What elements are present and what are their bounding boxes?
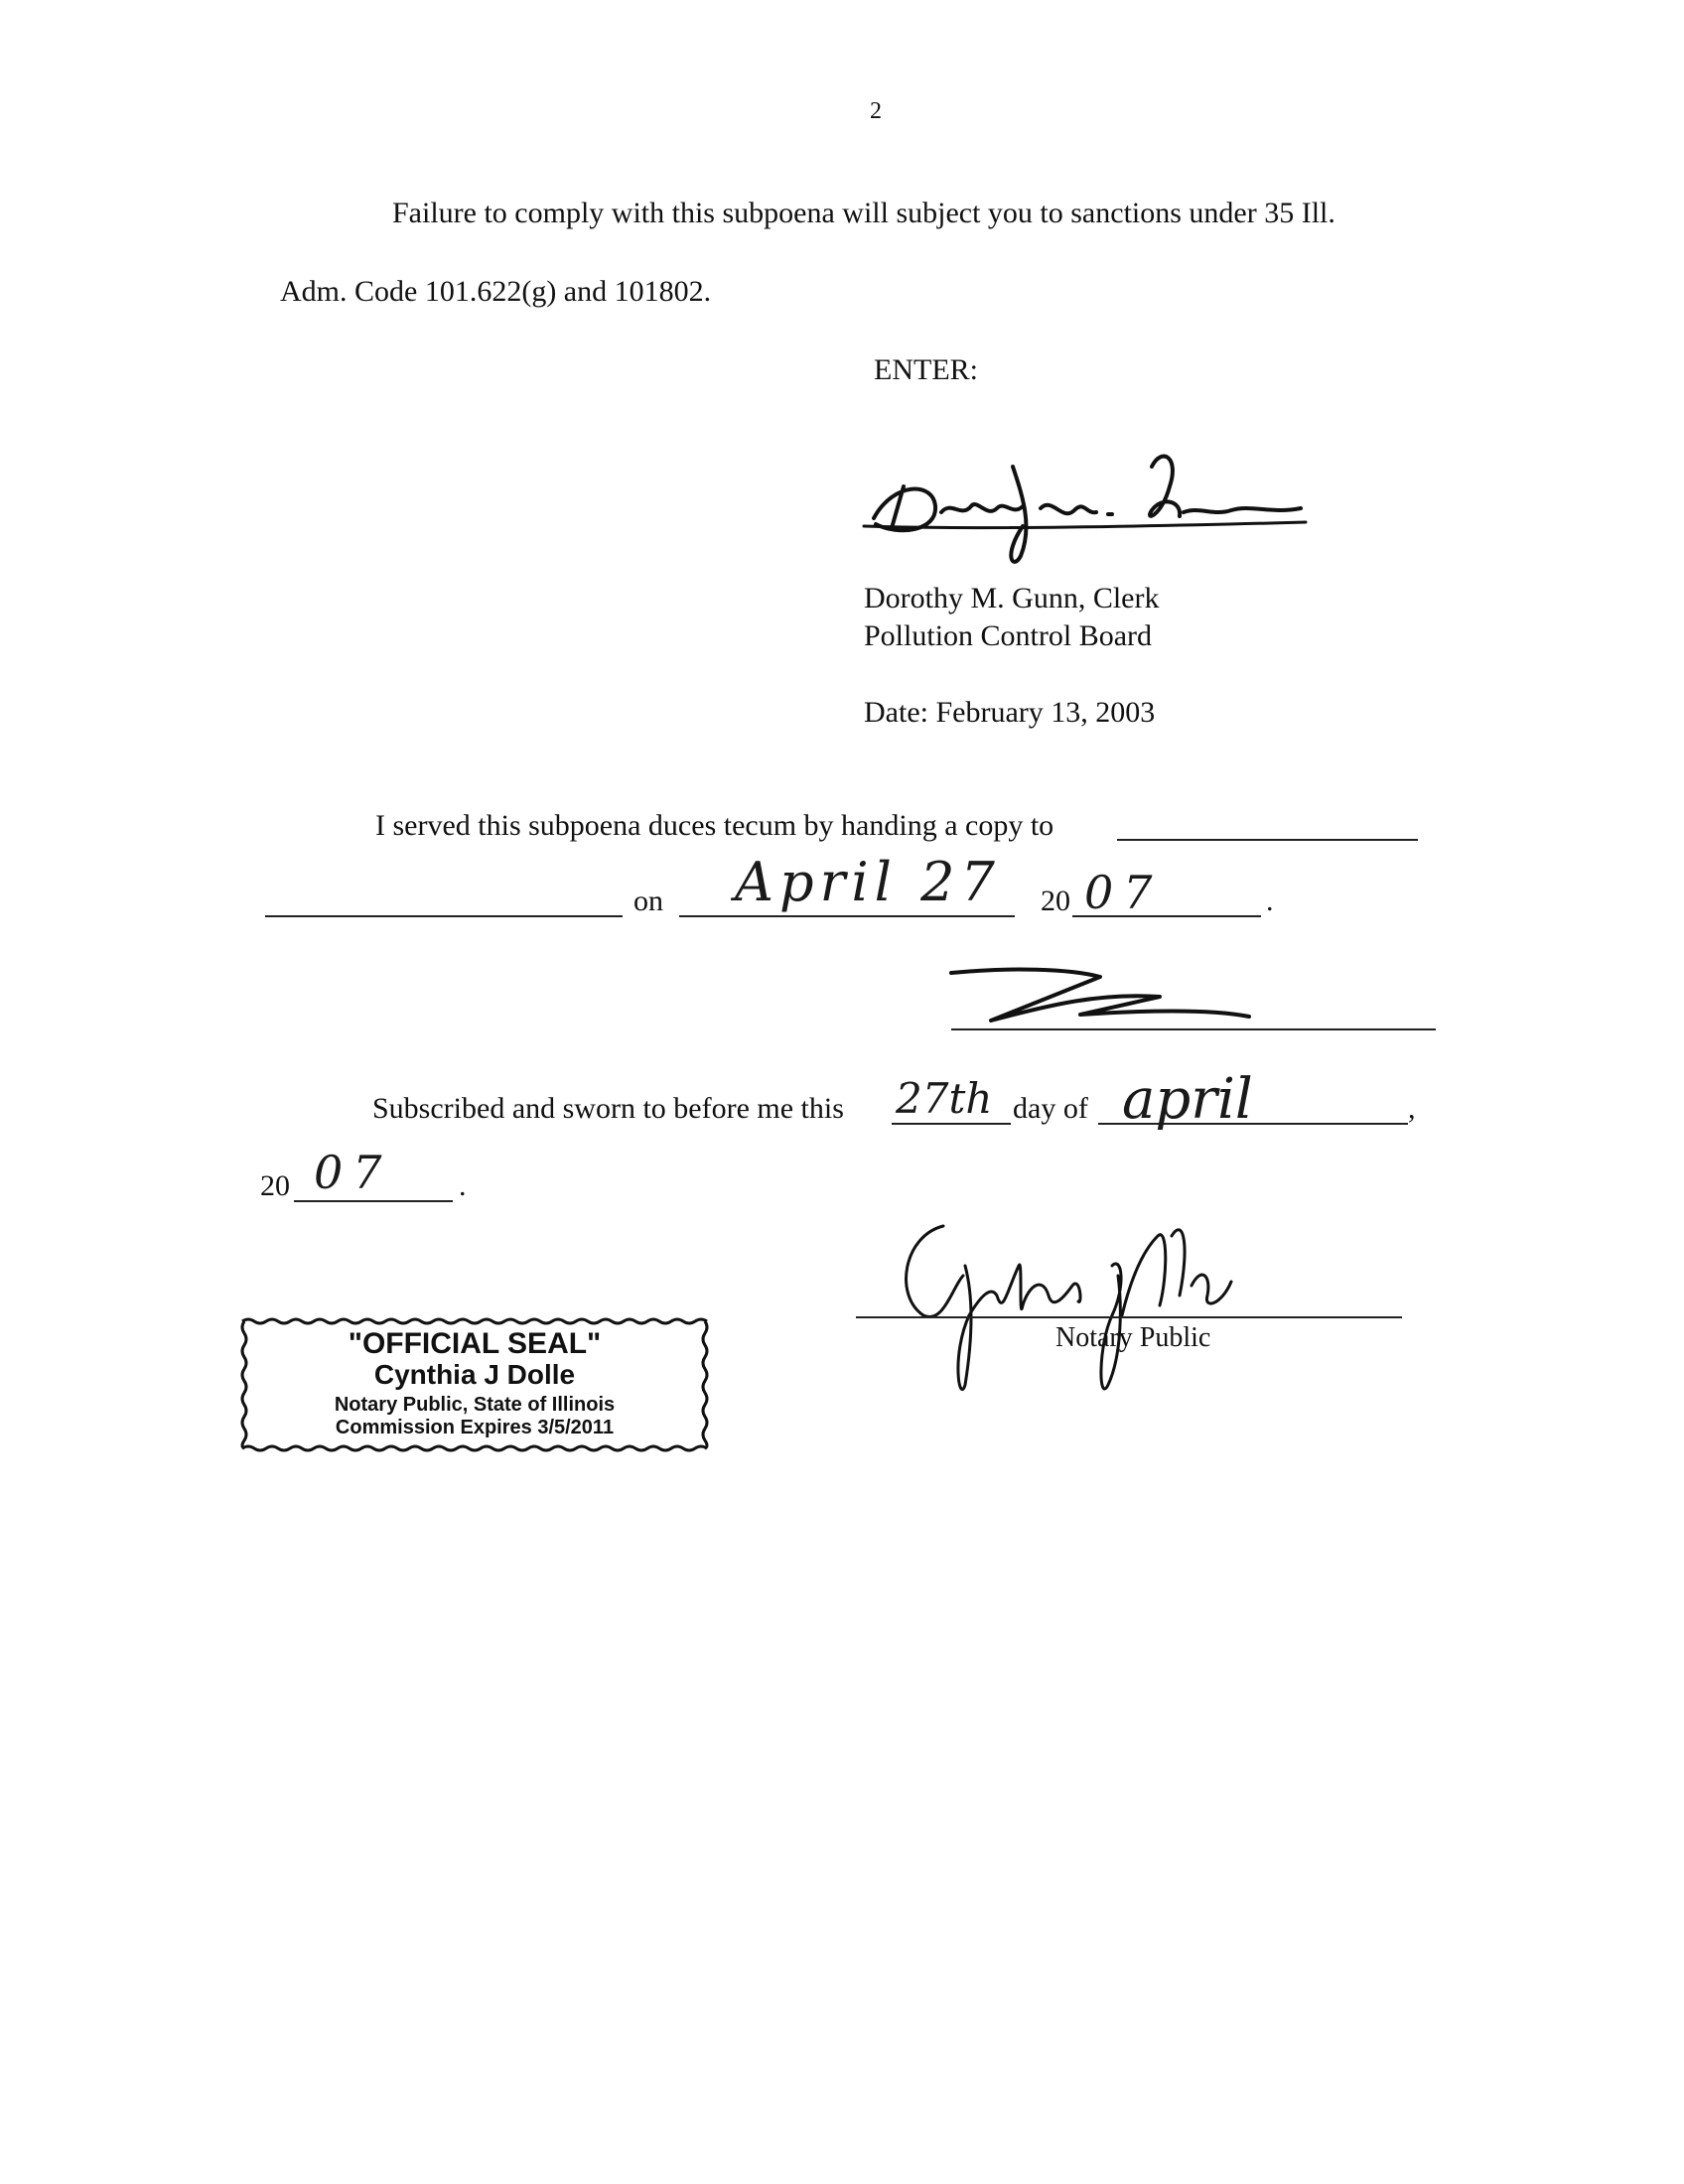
served-recipient-line [1117, 839, 1418, 841]
service-date-handwritten: April 27 [735, 851, 1001, 913]
signature-date: Date: February 13, 2003 [864, 696, 1156, 729]
service-year-prefix: 20 [1041, 885, 1070, 917]
sworn-year-prefix: 20 [260, 1169, 290, 1202]
sworn-day-handwritten: 27th [896, 1074, 993, 1123]
sworn-year-line [294, 1200, 453, 1202]
seal-commission-expiry: Commission Expires 3/5/2011 [335, 1417, 615, 1438]
clerk-signature [864, 427, 1311, 576]
sworn-text: Subscribed and sworn to before me this [372, 1092, 844, 1125]
enter-label: ENTER: [874, 353, 978, 386]
body-paragraph-line-2: Adm. Code 101.622(g) and 101802. [280, 275, 712, 308]
server-signature-line [951, 1028, 1436, 1030]
seal-notary-state: Notary Public, State of Illinois [334, 1394, 616, 1416]
seal-notary-name: Cynthia J Dolle [373, 1359, 576, 1390]
notary-signature [874, 1206, 1291, 1415]
service-year-handwritten: 07 [1084, 866, 1163, 919]
day-of-label: day of [1013, 1092, 1088, 1125]
notary-signature-line [856, 1316, 1402, 1318]
server-signature [951, 963, 1309, 1032]
sworn-period: . [459, 1169, 467, 1202]
signer-name: Dorothy M. Gunn, Clerk [864, 582, 1160, 614]
official-seal-stamp [238, 1315, 711, 1454]
body-paragraph-line-1: Failure to comply with this subpoena will subject you to sanctions under 35 Ill. [392, 197, 1335, 229]
sworn-year-handwritten: 07 [314, 1146, 392, 1199]
sworn-month-handwritten: april [1122, 1067, 1253, 1132]
notary-public-label: Notary Public [1055, 1322, 1211, 1353]
sworn-day-line [892, 1123, 1011, 1125]
seal-title: "OFFICIAL SEAL" [348, 1327, 602, 1360]
service-period: . [1266, 885, 1274, 917]
served-text: I served this subpoena duces tecum by handing a copy to [375, 809, 1054, 842]
on-label: on [633, 885, 663, 917]
service-date-line [679, 915, 1015, 917]
page-number: 2 [870, 98, 882, 124]
signer-organization: Pollution Control Board [864, 619, 1153, 652]
sworn-comma: , [1408, 1092, 1416, 1125]
served-recipient-line-2 [265, 915, 623, 917]
